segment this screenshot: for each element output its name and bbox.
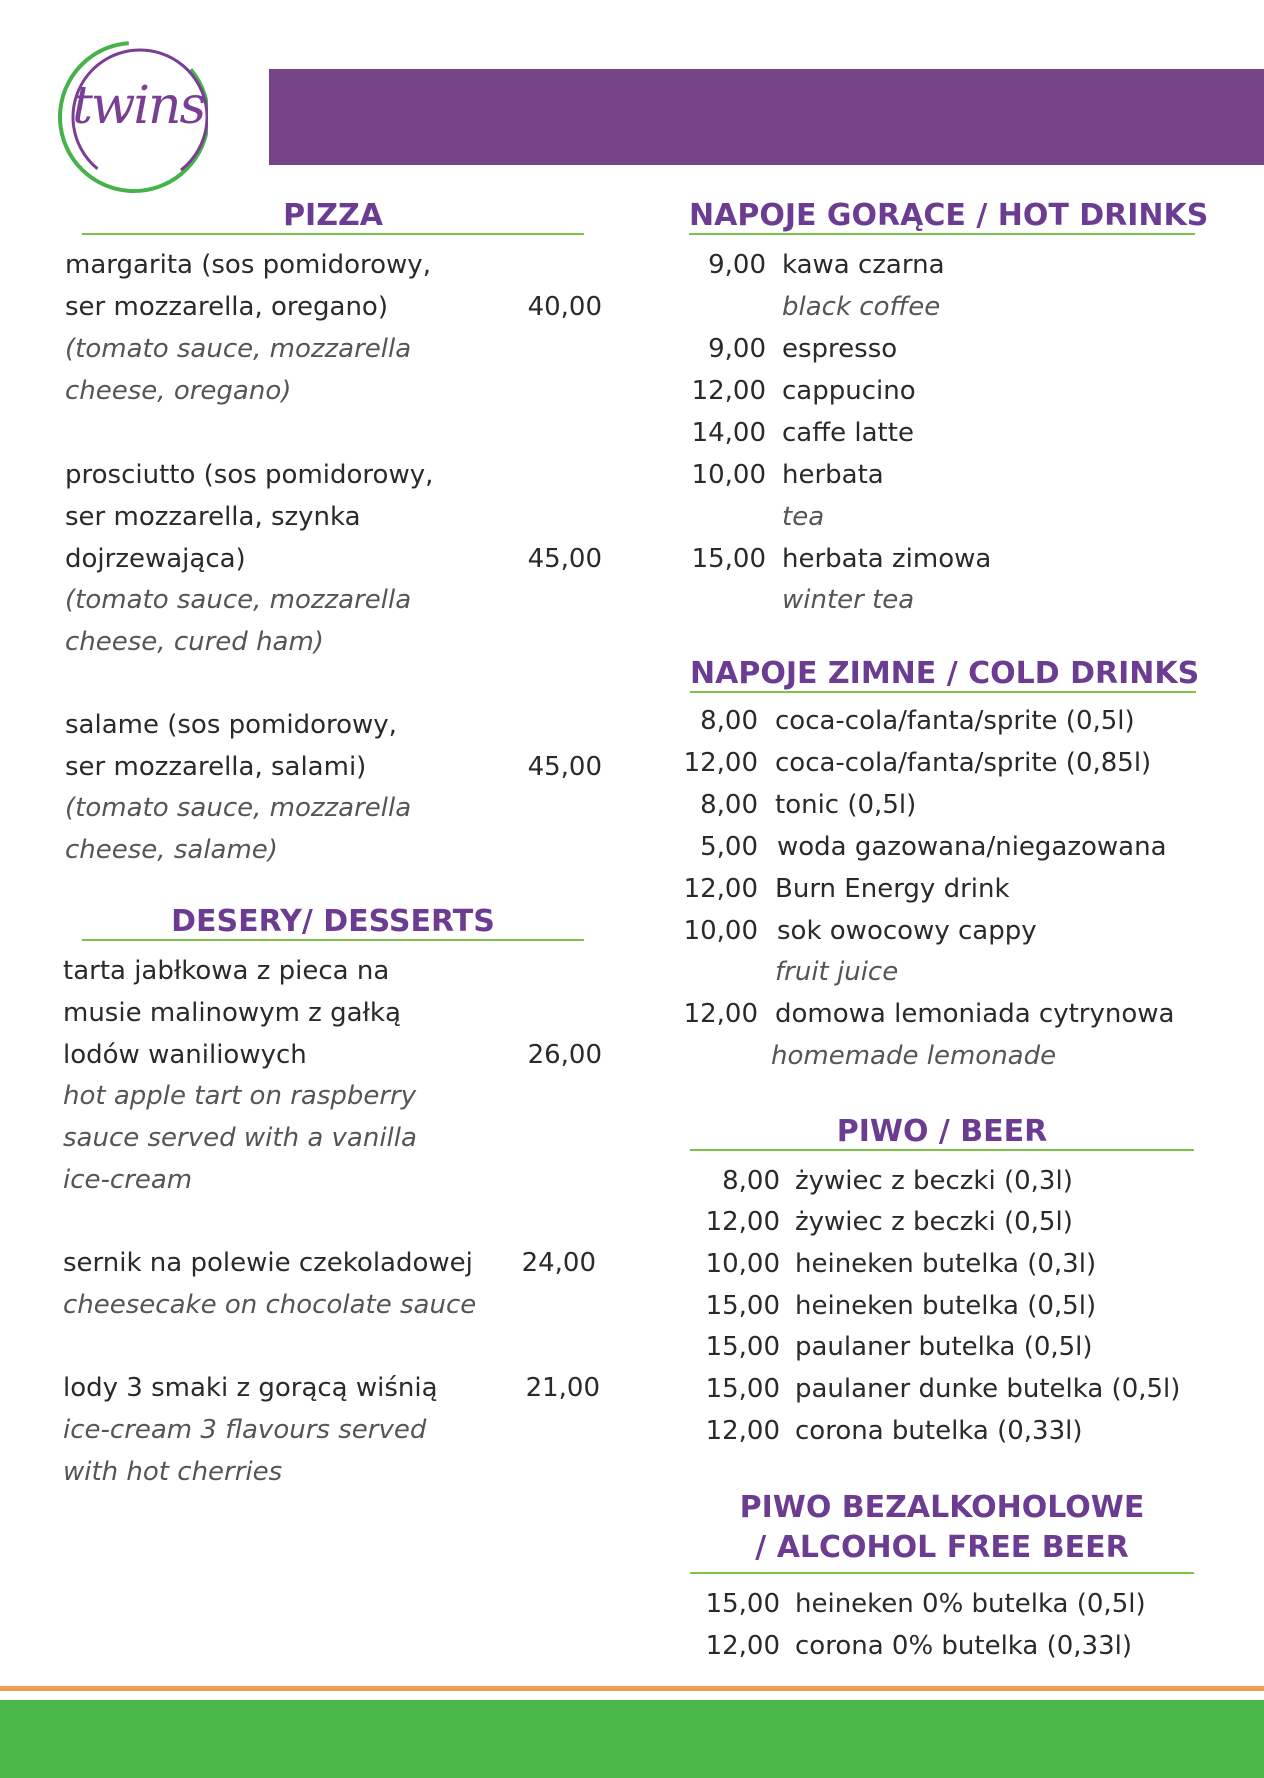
- item-description: hot apple tart on raspberry: [63, 1081, 417, 1111]
- item-price: 12,00: [683, 999, 758, 1029]
- section-heading-beer: PIWO / BEER: [836, 1114, 1048, 1149]
- item-price: 15,00: [691, 544, 766, 574]
- item-name: musie malinowym z gałką: [63, 998, 401, 1028]
- item-price: 8,00: [722, 1166, 780, 1196]
- item-description: cheese, salame): [65, 835, 278, 865]
- heading-underline: [690, 691, 1196, 693]
- item-price: 12,00: [705, 1416, 780, 1446]
- item-description: (tomato sauce, mozzarella: [65, 334, 412, 364]
- item-name: salame (sos pomidorowy,: [65, 710, 397, 740]
- item-description: cheesecake on chocolate sauce: [63, 1290, 477, 1320]
- item-price: 12,00: [705, 1631, 780, 1661]
- item-description: cheese, cured ham): [65, 627, 324, 657]
- item-description: with hot cherries: [63, 1457, 283, 1487]
- item-name: żywiec z beczki (0,5l): [795, 1207, 1073, 1237]
- item-price: 12,00: [705, 1207, 780, 1237]
- item-price: 8,00: [700, 790, 758, 820]
- item-price: 45,00: [527, 544, 602, 574]
- item-name: ser mozzarella, szynka: [65, 502, 361, 532]
- item-name: espresso: [782, 334, 898, 364]
- footer-orange-line: [0, 1686, 1264, 1691]
- item-price: 15,00: [705, 1374, 780, 1404]
- section-heading-desserts: DESERY/ DESSERTS: [171, 904, 495, 939]
- item-name: Burn Energy drink: [775, 874, 1010, 904]
- item-name: herbata: [782, 460, 884, 490]
- item-price: 24,00: [521, 1248, 596, 1278]
- item-description: ice-cream: [63, 1165, 193, 1195]
- item-name: żywiec z beczki (0,3l): [795, 1166, 1073, 1196]
- item-name: woda gazowana/niegazowana: [777, 832, 1167, 862]
- item-price: 12,00: [683, 748, 758, 778]
- section-heading-alcohol-free: / ALCOHOL FREE BEER: [755, 1530, 1129, 1565]
- item-description: tea: [782, 502, 825, 532]
- item-description: winter tea: [782, 585, 915, 615]
- item-description: (tomato sauce, mozzarella: [65, 585, 412, 615]
- item-price: 5,00: [700, 832, 758, 862]
- heading-underline: [82, 939, 584, 941]
- item-name: lody 3 smaki z gorącą wiśnią: [63, 1373, 438, 1403]
- item-price: 15,00: [705, 1291, 780, 1321]
- item-description: sauce served with a vanilla: [63, 1123, 417, 1153]
- item-price: 9,00: [708, 250, 766, 280]
- item-name: caffe latte: [782, 418, 914, 448]
- item-price: 12,00: [683, 874, 758, 904]
- logo-text: twins: [72, 76, 205, 136]
- item-name: prosciutto (sos pomidorowy,: [65, 460, 434, 490]
- item-price: 40,00: [527, 292, 602, 322]
- item-name: heineken butelka (0,3l): [795, 1249, 1097, 1279]
- item-name: ser mozzarella, salami): [65, 752, 367, 782]
- section-heading-cold-drinks: NAPOJE ZIMNE / COLD DRINKS: [690, 656, 1200, 691]
- item-name: sernik na polewie czekoladowej: [63, 1248, 473, 1278]
- item-price: 8,00: [700, 706, 758, 736]
- item-description: ice-cream 3 flavours served: [63, 1415, 427, 1445]
- item-price: 10,00: [705, 1249, 780, 1279]
- item-name: tonic (0,5l): [775, 790, 917, 820]
- item-name: lodów waniliowych: [63, 1040, 307, 1070]
- item-name: heineken 0% butelka (0,5l): [795, 1589, 1146, 1619]
- item-price: 12,00: [691, 376, 766, 406]
- item-price: 26,00: [527, 1040, 602, 1070]
- item-price: 14,00: [691, 418, 766, 448]
- item-description: homemade lemonade: [771, 1041, 1057, 1071]
- item-price: 9,00: [708, 334, 766, 364]
- heading-underline: [689, 233, 1195, 235]
- item-description: fruit juice: [775, 957, 899, 987]
- item-name: domowa lemoniada cytrynowa: [775, 999, 1175, 1029]
- logo: [58, 38, 208, 196]
- item-name: herbata zimowa: [782, 544, 992, 574]
- item-name: ser mozzarella, oregano): [65, 292, 388, 322]
- item-name: corona 0% butelka (0,33l): [795, 1631, 1133, 1661]
- item-name: dojrzewająca): [65, 544, 246, 574]
- heading-underline: [82, 233, 584, 235]
- section-heading-hot-drinks: NAPOJE GORĄCE / HOT DRINKS: [689, 198, 1209, 233]
- item-name: kawa czarna: [782, 250, 945, 280]
- item-name: coca-cola/fanta/sprite (0,5l): [775, 706, 1135, 736]
- item-name: paulaner dunke butelka (0,5l): [795, 1374, 1181, 1404]
- heading-underline: [690, 1572, 1194, 1574]
- item-name: heineken butelka (0,5l): [795, 1291, 1097, 1321]
- item-price: 15,00: [705, 1589, 780, 1619]
- item-name: tarta jabłkowa z pieca na: [63, 956, 390, 986]
- item-price: 15,00: [705, 1332, 780, 1362]
- item-description: cheese, oregano): [65, 376, 292, 406]
- item-name: sok owocowy cappy: [777, 916, 1037, 946]
- item-name: cappucino: [782, 376, 916, 406]
- item-name: paulaner butelka (0,5l): [795, 1332, 1093, 1362]
- item-name: corona butelka (0,33l): [795, 1416, 1083, 1446]
- item-price: 10,00: [691, 460, 766, 490]
- item-price: 21,00: [525, 1373, 600, 1403]
- header-bar: [269, 69, 1264, 165]
- section-heading-pizza: PIZZA: [283, 198, 383, 233]
- section-heading-alcohol-free: PIWO BEZALKOHOLOWE: [739, 1490, 1145, 1525]
- footer-green-band: [0, 1700, 1264, 1778]
- item-price: 10,00: [683, 916, 758, 946]
- item-name: coca-cola/fanta/sprite (0,85l): [775, 748, 1152, 778]
- item-description: black coffee: [782, 292, 941, 322]
- item-name: margarita (sos pomidorowy,: [65, 250, 431, 280]
- item-price: 45,00: [527, 752, 602, 782]
- heading-underline: [690, 1149, 1194, 1151]
- item-description: (tomato sauce, mozzarella: [65, 793, 412, 823]
